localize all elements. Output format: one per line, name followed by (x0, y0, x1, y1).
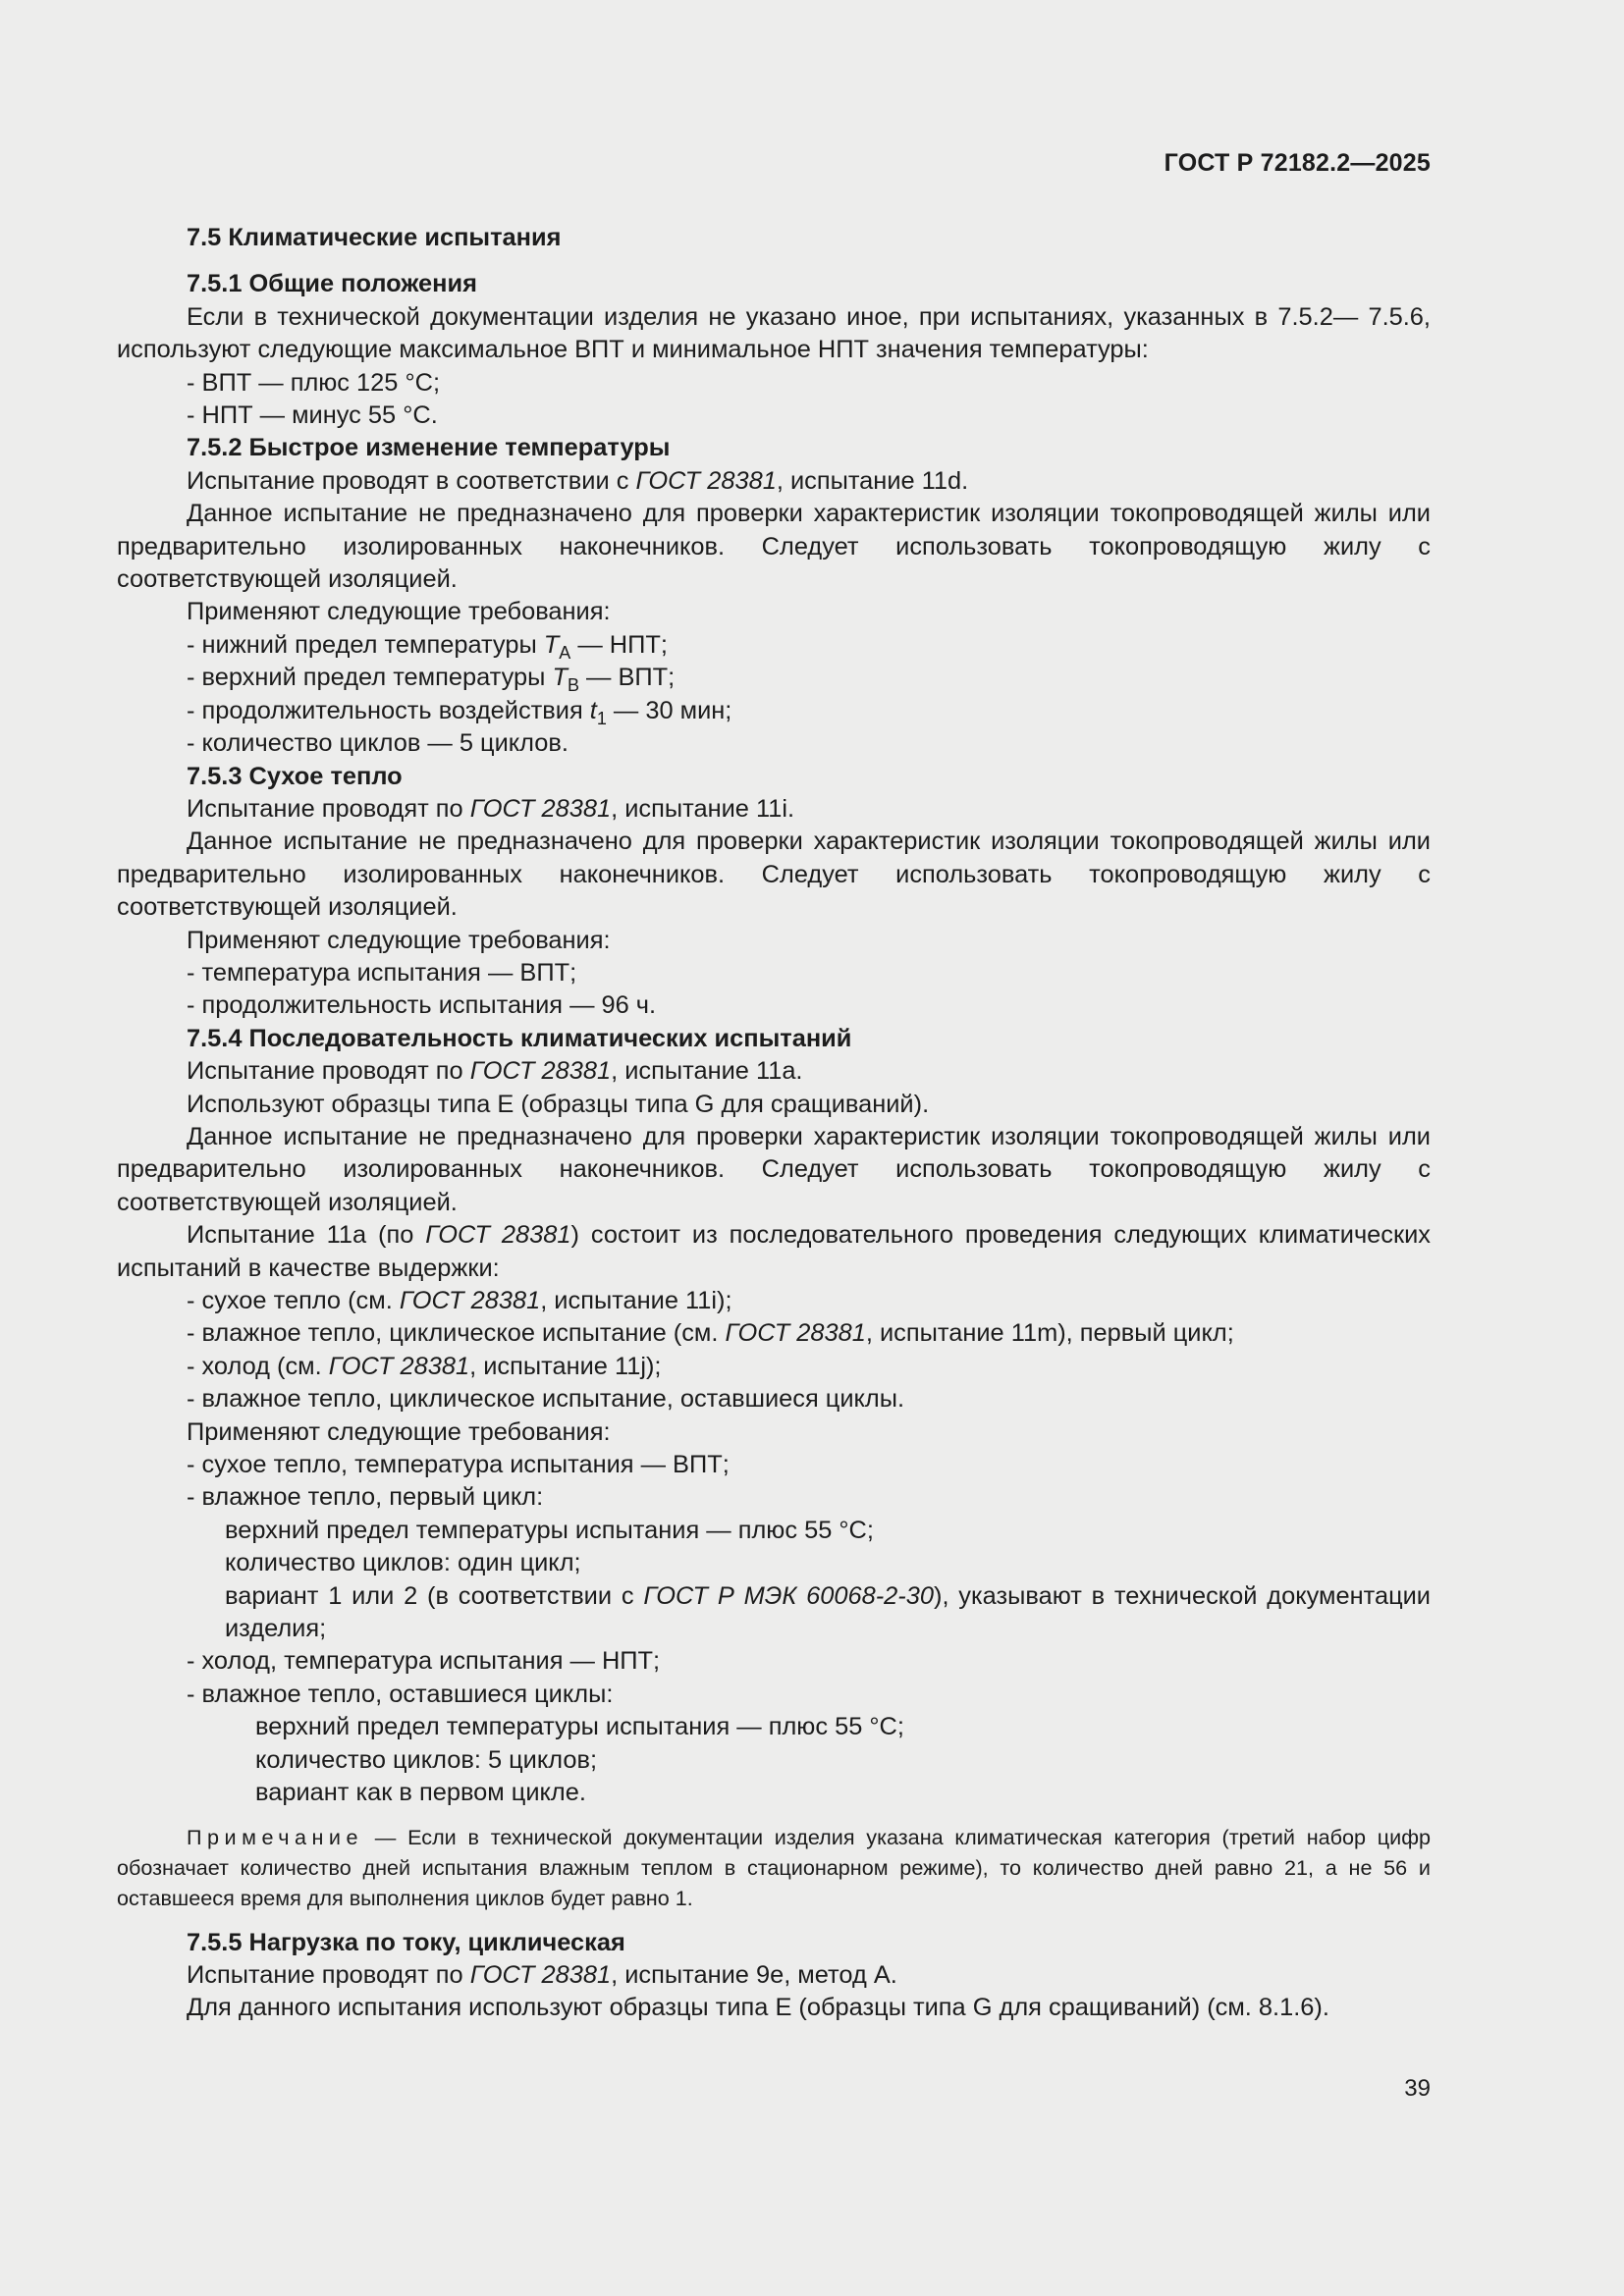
paragraph: Испытание проводят в соответствии с ГОСТ 28381, испытание 11d. (187, 466, 969, 495)
paragraph: Испытание проводят по ГОСТ 28381, испытание 9е, метод А. (187, 1960, 897, 1989)
paragraph: Данное испытание не предназначено для проверки характеристик изоляции токопроводящей жилы или предварительно изолированных наконечников. Следует использовать токопроводящую жилу с соответствующей изоляцией. (117, 500, 1431, 594)
sub-list-item: вариант 1 или 2 (в соответствии с ГОСТ Р МЭК 60068-2-30), указывают в технической документации изделия; (225, 1581, 1431, 1643)
paragraph: Испытание 11a (по ГОСТ 28381) состоит из последовательного проведения следующих климатических испытаний в качестве выдержки: (117, 1221, 1431, 1282)
section-heading-7-5: 7.5 Климатические испытания (187, 224, 562, 251)
page-number: 39 (1404, 2075, 1431, 2102)
list-item: - количество циклов — 5 циклов. (187, 729, 568, 758)
list-item: - продолжительность испытания — 96 ч. (187, 991, 657, 1020)
paragraph: Если в технической документации изделия не указано иное, при испытаниях, указанных в 7.5.2— 7.5.6, используют следующие максимальное ВПТ и минимальное НПТ значения температуры: (117, 302, 1431, 364)
list-item: - НПТ — минус 55 °C. (187, 401, 438, 430)
list-item: - холод, температура испытания — НПТ; (187, 1647, 661, 1676)
subsection-heading-7-5-4: 7.5.4 Последовательность климатических испытаний (187, 1024, 852, 1052)
list-item: - нижний предел температуры $T_A$ — НПТ; (187, 630, 668, 663)
subsection-heading-7-5-5: 7.5.5 Нагрузка по току, циклическая (187, 1928, 625, 1956)
standard-reference: ГОСТ 28381 (425, 1221, 571, 1250)
sub-list-item: количество циклов: 5 циклов; (255, 1745, 598, 1774)
paragraph: Применяют следующие требования: (187, 1417, 611, 1446)
list-item: - температура испытания — ВПТ; (187, 958, 577, 987)
list-item: - сухое тепло, температура испытания — ВПТ; (187, 1451, 730, 1479)
paragraph: Используют образцы типа Е (образцы типа G для сращиваний). (187, 1090, 930, 1118)
list-item: - ВПТ — плюс 125 °C; (187, 368, 441, 397)
note-text: — Если в технической документации изделия указана климатическая категория (третий набор цифр обозначает количество дней испытания влажным теплом в стационарном режиме), то количество дней равно 21, а не 56 и оставшееся время для выполнения циклов будет равно 1. (117, 1824, 1431, 1910)
subsection-heading-7-5-2: 7.5.2 Быстрое изменение температуры (187, 434, 671, 462)
paragraph: Применяют следующие требования: (187, 598, 611, 626)
sub-list-item: верхний предел температуры испытания — плюс 55 °C; (255, 1713, 904, 1741)
sub-list-item: верхний предел температуры испытания — плюс 55 °C; (225, 1516, 874, 1544)
paragraph: Данное испытание не предназначено для проверки характеристик изоляции токопроводящей жилы или предварительно изолированных наконечников. Следует использовать токопроводящую жилу с соответствующей изоляцией. (117, 1122, 1431, 1216)
standard-reference: ГОСТ 28381 (469, 794, 612, 823)
document-designation: ГОСТ Р 72182.2—2025 (1164, 149, 1431, 177)
list-item: - влажное тепло, циклическое испытание, оставшиеся циклы. (187, 1385, 905, 1414)
paragraph: Применяют следующие требования: (187, 926, 611, 954)
list-item: - влажное тепло, первый цикл: (187, 1483, 544, 1512)
subsection-heading-7-5-3: 7.5.3 Сухое тепло (187, 762, 403, 790)
note-label: Примечание (187, 1824, 363, 1849)
standard-reference: ГОСТ 28381 (469, 1057, 612, 1086)
list-item: - влажное тепло, циклическое испытание (см. ГОСТ 28381, испытание 11m), первый цикл; (187, 1319, 1234, 1348)
list-item: - продолжительность воздействия $t_1$ — 30 мин; (187, 696, 732, 728)
document-body (117, 222, 1431, 2025)
list-item: - верхний предел температуры $T_B$ — ВПТ; (187, 664, 676, 696)
note (117, 1822, 1431, 1913)
standard-reference: ГОСТ 28381 (635, 466, 777, 495)
subsection-heading-7-5-1: 7.5.1 Общие положения (187, 270, 477, 298)
sub-list-item: вариант как в первом цикле. (255, 1779, 586, 1807)
paragraph: Для данного испытания используют образцы типа Е (образцы типа G для сращиваний) (см. 8.1.6). (187, 1994, 1329, 2022)
list-item: - сухое тепло (см. ГОСТ 28381, испытание 11i); (187, 1287, 732, 1314)
paragraph: Испытание проводят по ГОСТ 28381, испытание 11a. (187, 1057, 803, 1086)
sub-list-item: количество циклов: один цикл; (225, 1549, 581, 1577)
list-item: - влажное тепло, оставшиеся циклы: (187, 1680, 614, 1708)
paragraph: Данное испытание не предназначено для проверки характеристик изоляции токопроводящей жилы или предварительно изолированных наконечников. Следует использовать токопроводящую жилу с соответствующей изоляцией. (117, 828, 1431, 922)
standard-reference: ГОСТ 28381 (469, 1960, 612, 1989)
list-item: - холод (см. ГОСТ 28381, испытание 11j); (187, 1352, 662, 1380)
paragraph: Испытание проводят по ГОСТ 28381, испытание 11i. (187, 794, 795, 823)
